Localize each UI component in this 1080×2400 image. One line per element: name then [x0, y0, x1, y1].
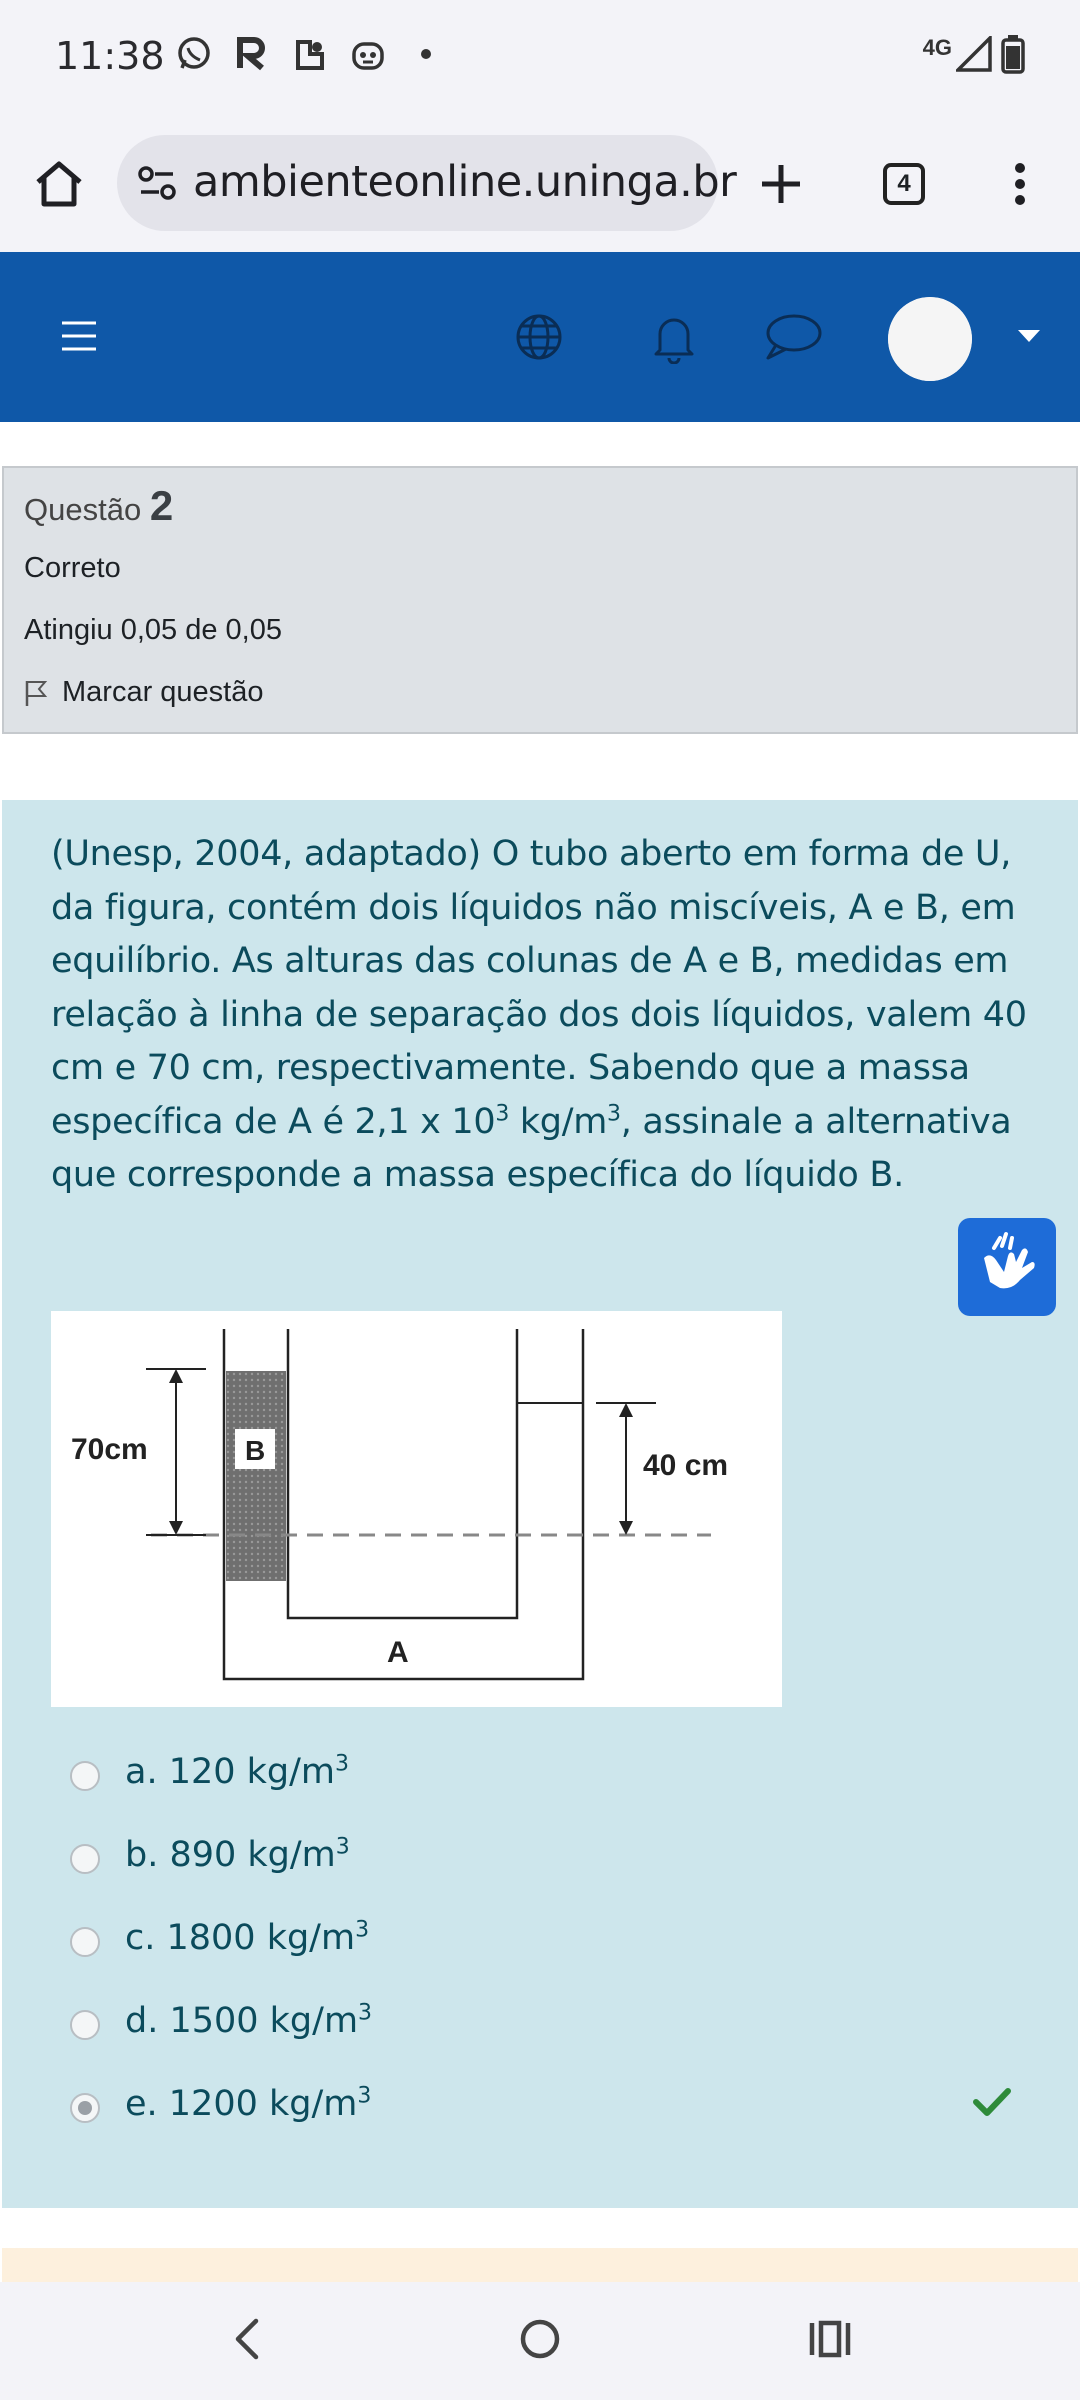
sign-language-icon	[958, 1218, 1056, 1316]
answer-label-d	[125, 2001, 372, 2041]
browser-toolbar	[0, 115, 1080, 252]
chat-icon[interactable]	[764, 312, 822, 362]
site-navbar	[0, 252, 1080, 422]
radio-c[interactable]	[70, 1927, 100, 1957]
back-icon[interactable]	[230, 2317, 262, 2361]
libras-accessibility-button[interactable]	[958, 1218, 1056, 1316]
system-navigation-bar	[0, 2282, 1080, 2400]
home-icon[interactable]	[34, 160, 84, 208]
question-exponent2: 3	[607, 1100, 621, 1126]
tabs-icon[interactable]: 4	[883, 163, 925, 205]
answer-label-b	[125, 1835, 350, 1875]
answer-option-c[interactable]	[2, 1906, 1078, 1976]
avatar[interactable]	[888, 297, 972, 381]
answer-option-a[interactable]	[2, 1740, 1078, 1810]
dot-icon	[408, 36, 444, 72]
figure-label-a: A	[387, 1636, 409, 1669]
answer-text-b: b. 890 kg/m	[125, 1835, 336, 1875]
answer-exp-a: 3	[335, 1751, 349, 1777]
site-info-icon[interactable]	[137, 165, 177, 201]
question-number: 2	[149, 482, 174, 529]
u-tube-figure	[51, 1311, 782, 1707]
hamburger-icon[interactable]	[60, 320, 98, 352]
system-icons	[923, 34, 1026, 74]
question-info	[2, 466, 1078, 734]
question-title	[24, 482, 173, 530]
bell-icon[interactable]	[652, 312, 696, 364]
answer-text-c: c. 1800 kg/m	[125, 1918, 356, 1958]
radio-e[interactable]	[70, 2093, 100, 2123]
flag-question-link[interactable]	[24, 676, 264, 709]
answer-exp-d: 3	[358, 2000, 373, 2026]
app-icon	[292, 36, 328, 72]
radio-b[interactable]	[70, 1844, 100, 1874]
question-content	[2, 800, 1078, 2208]
new-tab-icon[interactable]	[760, 163, 802, 205]
radio-a[interactable]	[70, 1761, 100, 1791]
figure-label-40cm: 40 cm	[643, 1449, 729, 1482]
battery-icon	[1000, 34, 1026, 74]
robot-icon	[350, 36, 386, 72]
figure-label-b: B	[245, 1435, 266, 1466]
question-label: Questão	[24, 492, 142, 527]
answer-label-a	[125, 1752, 349, 1792]
answer-label-c	[125, 1918, 369, 1958]
answer-label-e	[125, 2084, 371, 2124]
url-text: ambienteonline.uninga.br	[193, 157, 737, 207]
figure-label-70cm: 70cm	[71, 1433, 148, 1466]
network-type: 4G	[922, 35, 952, 60]
r-app-icon	[234, 36, 270, 72]
radio-d[interactable]	[70, 2010, 100, 2040]
question-text-part3: , assinale a alternativa que corresponde a massa específica do líquido B.	[51, 1101, 1012, 1195]
globe-icon[interactable]	[515, 313, 563, 361]
answer-exp-b: 3	[335, 1834, 350, 1860]
question-text-part2: kg/m	[509, 1101, 608, 1142]
answer-text-a: a. 120 kg/m	[125, 1752, 335, 1792]
answer-option-b[interactable]	[2, 1823, 1078, 1893]
status-time: 11:38	[55, 34, 165, 78]
answer-exp-e: 3	[357, 2083, 372, 2109]
notification-icons	[176, 36, 444, 72]
whatsapp-icon	[176, 36, 212, 72]
question-grade: Atingiu 0,05 de 0,05	[24, 614, 282, 646]
caret-down-icon[interactable]	[1018, 330, 1040, 344]
flag-label: Marcar questão	[62, 676, 264, 708]
question-exponent1: 3	[495, 1100, 510, 1126]
answer-option-e[interactable]	[2, 2072, 1078, 2142]
answer-exp-c: 3	[355, 1917, 370, 1943]
flag-icon	[24, 679, 48, 707]
address-bar[interactable]	[117, 135, 737, 231]
question-text	[51, 828, 1031, 1203]
signal-icon	[956, 36, 992, 72]
home-button-icon[interactable]	[518, 2317, 562, 2361]
answer-text-e: e. 1200 kg/m	[125, 2084, 358, 2124]
question-state: Correto	[24, 552, 121, 584]
answer-text-d: d. 1500 kg/m	[125, 2001, 359, 2041]
question-text-part1: (Unesp, 2004, adaptado) O tubo aberto em forma de U, da figura, contém dois líquidos não miscíveis, A e B, em equilíbrio. As alturas das colunas de A e B, medidas em relação à linha de separação dos dois líquidos, valem 40 cm e 70 cm, respectivamente. Sabendo que a massa específica de A é 2,1 x 10	[51, 834, 1027, 1142]
correct-check-icon	[972, 2086, 1012, 2118]
answer-option-d[interactable]	[2, 1989, 1078, 2059]
status-bar	[0, 0, 1080, 115]
menu-icon[interactable]	[1010, 162, 1030, 206]
recents-icon[interactable]	[808, 2317, 852, 2361]
